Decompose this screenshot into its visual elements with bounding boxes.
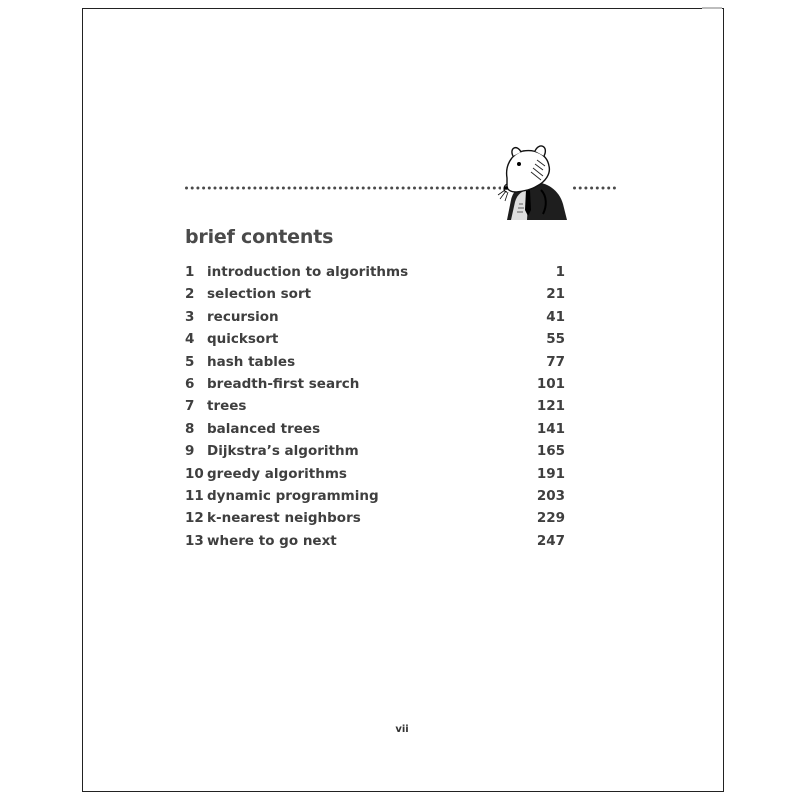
chapter-title: greedy algorithms (207, 465, 347, 482)
toc-entry[interactable] (185, 440, 565, 462)
toc-entry[interactable] (185, 418, 565, 440)
chapter-page: 247 (536, 532, 565, 549)
chapter-page: 165 (536, 443, 565, 460)
toc-entry[interactable] (185, 395, 565, 417)
chapter-page: 41 (546, 308, 565, 325)
toc-entry[interactable] (185, 463, 565, 485)
chapter-number: 12 (185, 510, 204, 527)
chapter-title: Dijkstra’s algorithm (207, 443, 359, 460)
chapter-page: 101 (536, 375, 565, 392)
chapter-title: selection sort (207, 286, 312, 303)
toc-entry[interactable] (185, 507, 565, 529)
page-number: vii (395, 724, 409, 735)
chapter-page: 229 (536, 510, 565, 527)
chapter-title: k-nearest neighbors (207, 510, 361, 527)
chapter-number: 11 (185, 487, 204, 504)
chapter-number: 4 (185, 331, 195, 348)
chapter-number: 13 (185, 532, 204, 549)
toc-entry[interactable] (185, 306, 565, 328)
chapter-title: quicksort (207, 331, 279, 348)
toc-entry[interactable] (185, 328, 565, 350)
page-title: brief contents (185, 226, 334, 248)
chapter-title: recursion (207, 308, 279, 325)
chapter-number: 8 (185, 420, 195, 437)
toc-entry[interactable] (185, 530, 565, 552)
chapter-title: hash tables (207, 353, 296, 370)
rat-professor-icon (497, 140, 569, 222)
chapter-page: 203 (536, 487, 565, 504)
chapter-number: 1 (185, 264, 195, 280)
chapter-number: 9 (185, 443, 195, 460)
chapter-number: 10 (185, 465, 204, 482)
chapter-title: dynamic programming (207, 487, 379, 504)
table-of-contents (185, 261, 565, 552)
chapter-number: 3 (185, 308, 195, 325)
chapter-page: 1 (555, 264, 565, 280)
chapter-number: 5 (185, 353, 195, 370)
chapter-title: where to go next (207, 532, 337, 549)
chapter-page: 77 (546, 353, 565, 370)
chapter-title: introduction to algorithms (207, 264, 409, 280)
chapter-page: 55 (546, 331, 565, 348)
toc-entry[interactable] (185, 283, 565, 305)
toc-entry[interactable] (185, 373, 565, 395)
chapter-title: trees (207, 398, 247, 415)
chapter-page: 121 (536, 398, 565, 415)
chapter-page: 141 (536, 420, 565, 437)
chapter-page: 21 (546, 286, 565, 303)
chapter-number: 7 (185, 398, 195, 415)
chapter-title: balanced trees (207, 420, 321, 437)
chapter-number: 2 (185, 286, 195, 303)
chapter-title: breadth-first search (207, 375, 360, 392)
dotted-divider-icon (185, 183, 501, 193)
toc-entry[interactable] (185, 351, 565, 373)
chapter-number: 6 (185, 375, 195, 392)
toc-entry[interactable] (185, 261, 565, 283)
dotted-divider-icon (573, 183, 619, 193)
scan-edge-mark (702, 7, 722, 9)
chapter-page: 191 (536, 465, 565, 482)
toc-entry[interactable] (185, 485, 565, 507)
